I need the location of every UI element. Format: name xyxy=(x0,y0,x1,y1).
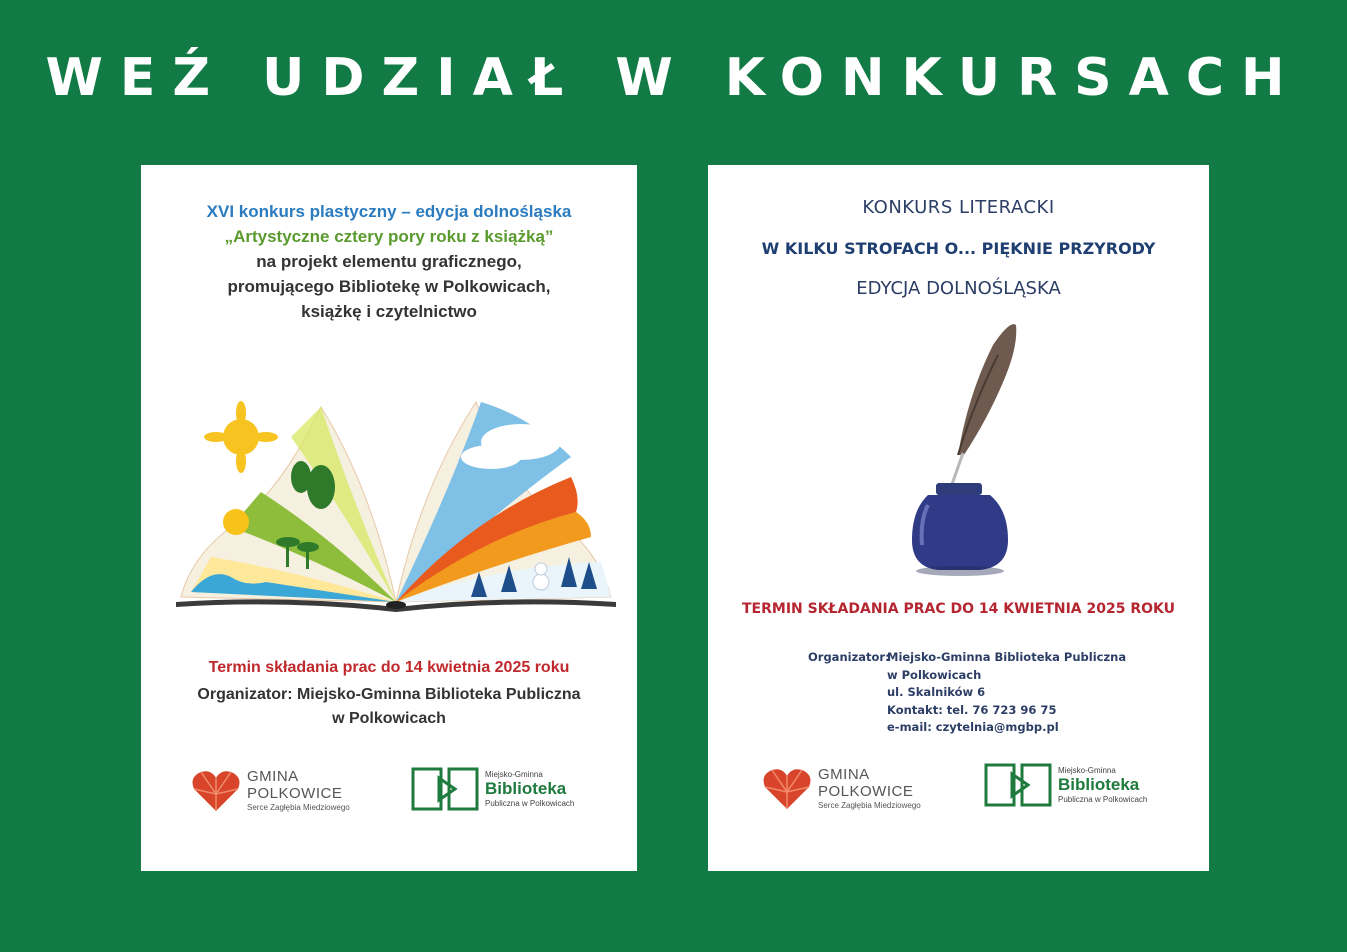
art-contest-desc-1: na projekt elementu graficznego, xyxy=(256,252,522,271)
organizer-detail-line: Miejsko-Gminna Biblioteka Publiczna xyxy=(887,650,1127,664)
gmina-polkowice-logo xyxy=(762,766,921,812)
gmina-logo-line-1: GMINA xyxy=(818,766,870,783)
biblioteka-logo-name: Biblioteka xyxy=(1058,775,1140,794)
organizer-label: Organizator: xyxy=(808,650,890,664)
organizer-detail-line: w Polkowicach xyxy=(887,667,982,682)
poster-art-contest[interactable] xyxy=(141,165,637,871)
poster-literary-contest[interactable] xyxy=(708,165,1209,871)
art-contest-desc-3: książkę i czytelnictwo xyxy=(301,302,477,321)
art-contest-theme: „Artystyczne cztery pory roku z książką” xyxy=(224,227,554,246)
page-banner-title: WEŹ UDZIAŁ W KONKURSACH xyxy=(45,48,1302,108)
gmina-logo-line-2: POLKOWICE xyxy=(818,783,914,800)
gmina-logo-line-1: GMINA xyxy=(247,768,299,785)
biblioteka-book-play-icon xyxy=(411,766,479,812)
literary-contest-theme: W KILKU STROFACH O... PIĘKNIE PRZYRODY xyxy=(761,239,1156,258)
biblioteka-logo-bottom: Publiczna w Polkowicach xyxy=(485,799,575,808)
gmina-polkowice-logo xyxy=(191,768,350,814)
gmina-logo-tagline: Serce Zagłębia Miedziowego xyxy=(818,801,921,810)
organizer-phone: Kontakt: tel. 76 723 96 75 xyxy=(887,702,1057,717)
gmina-logo-tagline: Serce Zagłębia Miedziowego xyxy=(247,803,350,812)
organizer-details xyxy=(887,649,1126,737)
biblioteka-logo-top: Miejsko-Gminna xyxy=(485,770,543,779)
art-organizer-line-2: w Polkowicach xyxy=(332,710,446,727)
quill-inkwell-illustration xyxy=(898,315,1028,580)
organizer-email: e-mail: czytelnia@mgbp.pl xyxy=(887,720,1059,734)
gmina-logo-line-2: POLKOWICE xyxy=(247,785,343,802)
gmina-heart-icon xyxy=(762,767,812,811)
literary-contest-title: KONKURS LITERACKI xyxy=(862,197,1055,218)
art-organizer-line-1: Organizator: Miejsko-Gminna Biblioteka Publiczna xyxy=(197,686,581,703)
gmina-heart-icon xyxy=(191,769,241,813)
biblioteka-logo xyxy=(984,762,1147,808)
biblioteka-book-play-icon xyxy=(984,762,1052,808)
open-book-four-seasons-illustration xyxy=(171,397,621,617)
organizer-address: ul. Skalników 6 xyxy=(887,685,986,699)
literary-contest-deadline: TERMIN SKŁADANIA PRAC DO 14 KWIETNIA 2025 ROKU xyxy=(742,601,1175,617)
biblioteka-logo xyxy=(411,766,574,812)
biblioteka-logo-top: Miejsko-Gminna xyxy=(1058,766,1116,775)
art-contest-desc-2: promującego Bibliotekę w Polkowicach, xyxy=(227,277,551,296)
biblioteka-logo-name: Biblioteka xyxy=(485,779,567,798)
literary-contest-edition: EDYCJA DOLNOŚLĄSKA xyxy=(856,278,1061,299)
art-contest-organizer xyxy=(141,683,637,731)
art-contest-deadline: Termin składania prac do 14 kwietnia 2025 roku xyxy=(208,659,570,676)
literary-contest-organizer xyxy=(808,649,1126,737)
biblioteka-logo-bottom: Publiczna w Polkowicach xyxy=(1058,795,1148,804)
poster-art-heading xyxy=(141,199,637,324)
art-contest-title: XVI konkurs plastyczny – edycja dolnośląska xyxy=(206,202,572,221)
